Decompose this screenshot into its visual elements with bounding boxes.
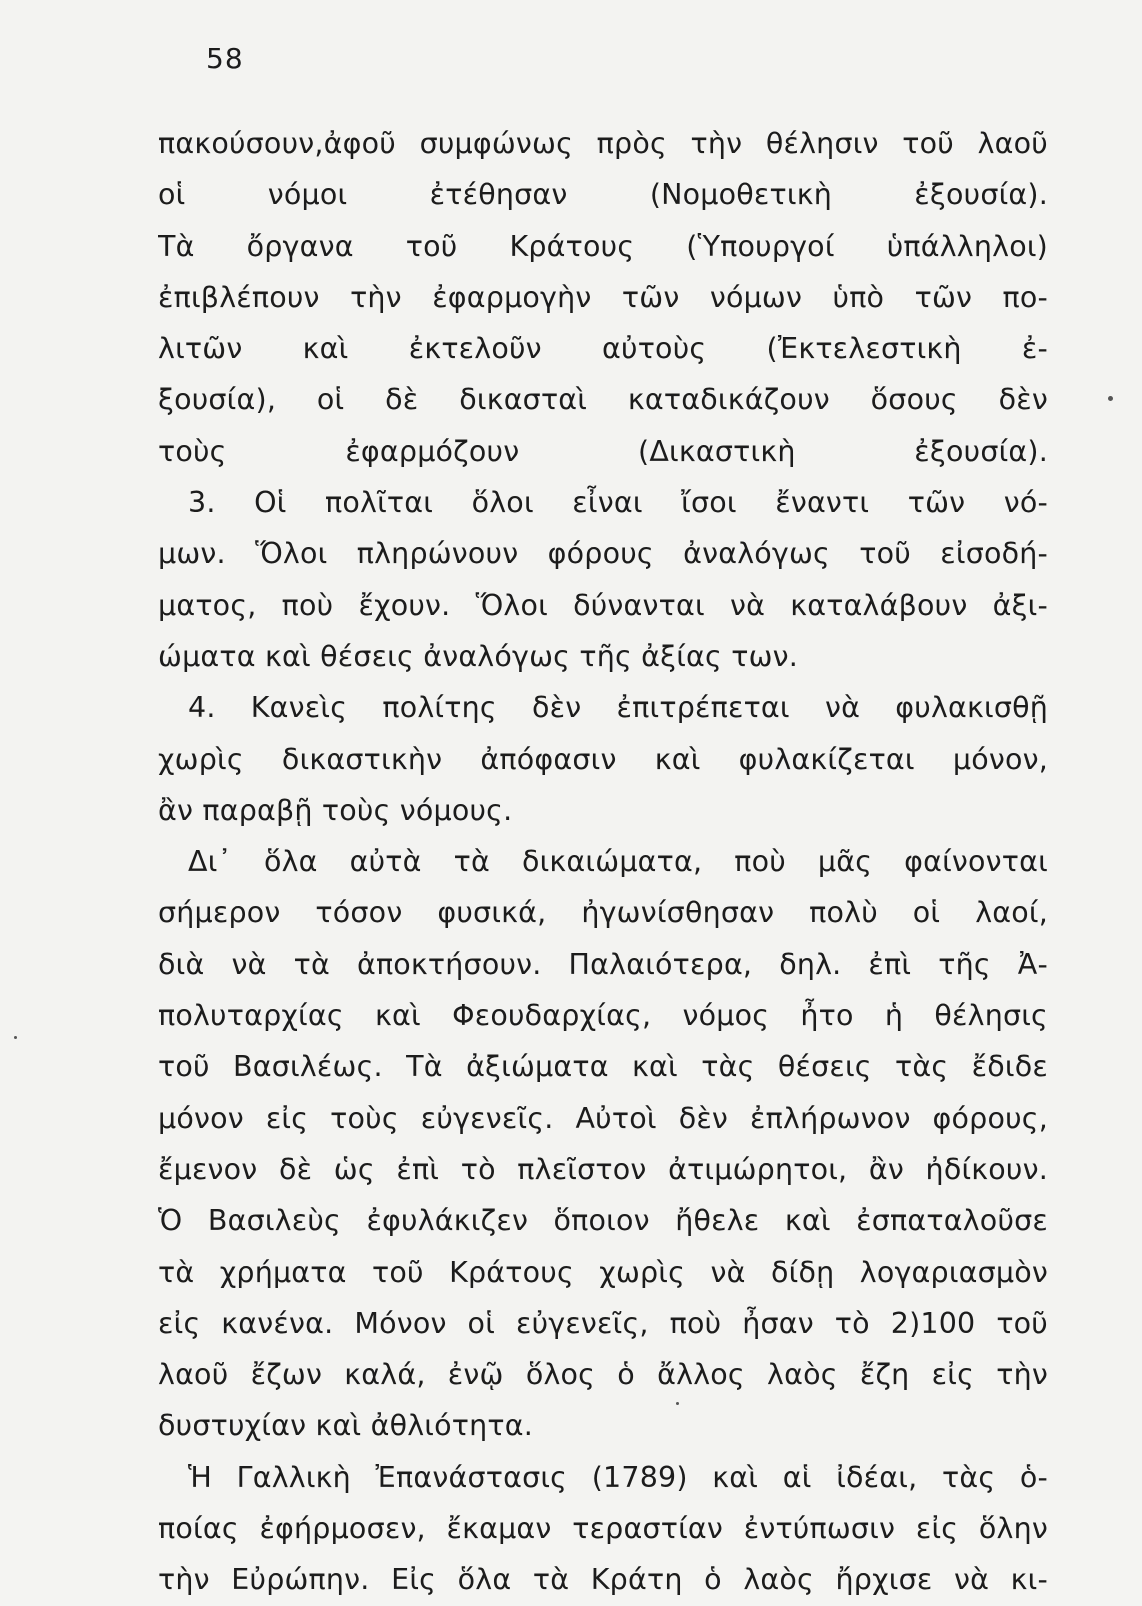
text-line: ἐπιβλέπουν τὴν ἐφαρμογὴν τῶν νόμων ὑπὸ τῶν πο- bbox=[158, 280, 1048, 314]
text-line: ματος, ποὺ ἔχουν. Ὅλοι δύνανται νὰ καταλάβουν ἀξι- bbox=[158, 588, 1048, 622]
text-line: σήμερον τόσον φυσικά, ἠγωνίσθησαν πολὺ οἱ λαοί, bbox=[158, 896, 1048, 930]
text-line: λαοῦ ἔζων καλά, ἐνῷ ὅλος ὁ ἄλλος λαὸς ἔζη εἰς τὴν bbox=[158, 1358, 1048, 1392]
text-line: διὰ νὰ τὰ ἀποκτήσουν. Παλαιότερα, δηλ. ἐπὶ τῆς Ἀ- bbox=[158, 947, 1048, 981]
text-line: 3. Οἱ πολῖται ὅλοι εἶναι ἴσοι ἔναντι τῶν νό- bbox=[188, 486, 1048, 520]
text-line: εἰς κανένα. Μόνον οἱ εὐγενεῖς, ποὺ ἦσαν τὸ 2)100 τοῦ bbox=[158, 1306, 1048, 1340]
text-line: ώματα καὶ θέσεις ἀναλόγως τῆς ἀξίας των. bbox=[158, 639, 799, 673]
text-line: οἱ νόμοι ἐτέθησαν (Νομοθετικὴ ἐξουσία). bbox=[158, 178, 1048, 212]
text-line: τοῦ Βασιλέως. Τὰ ἀξιώματα καὶ τὰς θέσεις τὰς ἔδιδε bbox=[158, 1050, 1048, 1084]
scan-speck bbox=[1108, 396, 1113, 401]
text-line: τοὺς ἐφαρμόζουν (Δικαστικὴ ἐξουσία). bbox=[158, 434, 1048, 468]
text-line: Δι᾽ ὅλα αὐτὰ τὰ δικαιώματα, ποὺ μᾶς φαίνονται bbox=[188, 845, 1048, 879]
text-line: μων. Ὅλοι πληρώνουν φόρους ἀναλόγως τοῦ εἰσοδή- bbox=[158, 537, 1048, 571]
text-line: Ὁ Βασιλεὺς ἐφυλάκιζεν ὅποιον ἤθελε καὶ ἐσπαταλοῦσε bbox=[158, 1204, 1048, 1238]
text-line: Τὰ ὄργανα τοῦ Κράτους (Ὑπουργοί ὑπάλληλοι) bbox=[158, 229, 1048, 263]
text-line: 4. Κανεὶς πολίτης δὲν ἐπιτρέπεται νὰ φυλακισθῇ bbox=[188, 691, 1048, 725]
text-line: ἂν παραβῇ τοὺς νόμους. bbox=[158, 793, 513, 827]
text-line: λιτῶν καὶ ἐκτελοῦν αὐτοὺς (Ἐκτελεστικὴ ἐ- bbox=[158, 332, 1048, 366]
scan-speck bbox=[676, 1402, 679, 1405]
text-line: τὰ χρήματα τοῦ Κράτους χωρὶς νὰ δίδῃ λογαριασμὸν bbox=[158, 1255, 1048, 1289]
page-number: 58 bbox=[206, 42, 244, 75]
text-line: ποίας ἐφήρμοσεν, ἔκαμαν τεραστίαν ἐντύπωσιν εἰς ὅλην bbox=[158, 1512, 1048, 1546]
text-line: χωρὶς δικαστικὴν ἀπόφασιν καὶ φυλακίζεται μόνον, bbox=[158, 742, 1048, 776]
text-line: Ἡ Γαλλικὴ Ἐπανάστασις (1789) καὶ αἱ ἰδέαι, τὰς ὁ- bbox=[188, 1460, 1048, 1494]
text-line: πακούσουν,ἀφοῦ συμφώνως πρὸς τὴν θέλησιν τοῦ λαοῦ bbox=[158, 127, 1048, 160]
text-line: δυστυχίαν καὶ ἀθλιότητα. bbox=[158, 1409, 533, 1443]
scan-speck bbox=[14, 1036, 17, 1039]
text-line: πολυταρχίας καὶ Φεουδαρχίας, νόμος ἦτο ἡ θέλησις bbox=[158, 999, 1048, 1033]
body-text bbox=[158, 118, 1048, 1606]
text-line: μόνον εἰς τοὺς εὐγενεῖς. Αὐτοὶ δὲν ἐπλήρωνον φόρους, bbox=[158, 1101, 1048, 1135]
text-line: ξουσία), οἱ δὲ δικασταὶ καταδικάζουν ὅσους δὲν bbox=[158, 383, 1048, 417]
text-line: τὴν Εὐρώπην. Εἰς ὅλα τὰ Κράτη ὁ λαὸς ἤρχισε νὰ κι- bbox=[158, 1563, 1048, 1597]
text-line: ἔμενον δὲ ὡς ἐπὶ τὸ πλεῖστον ἀτιμώρητοι, ἂν ἠδίκουν. bbox=[158, 1152, 1048, 1186]
